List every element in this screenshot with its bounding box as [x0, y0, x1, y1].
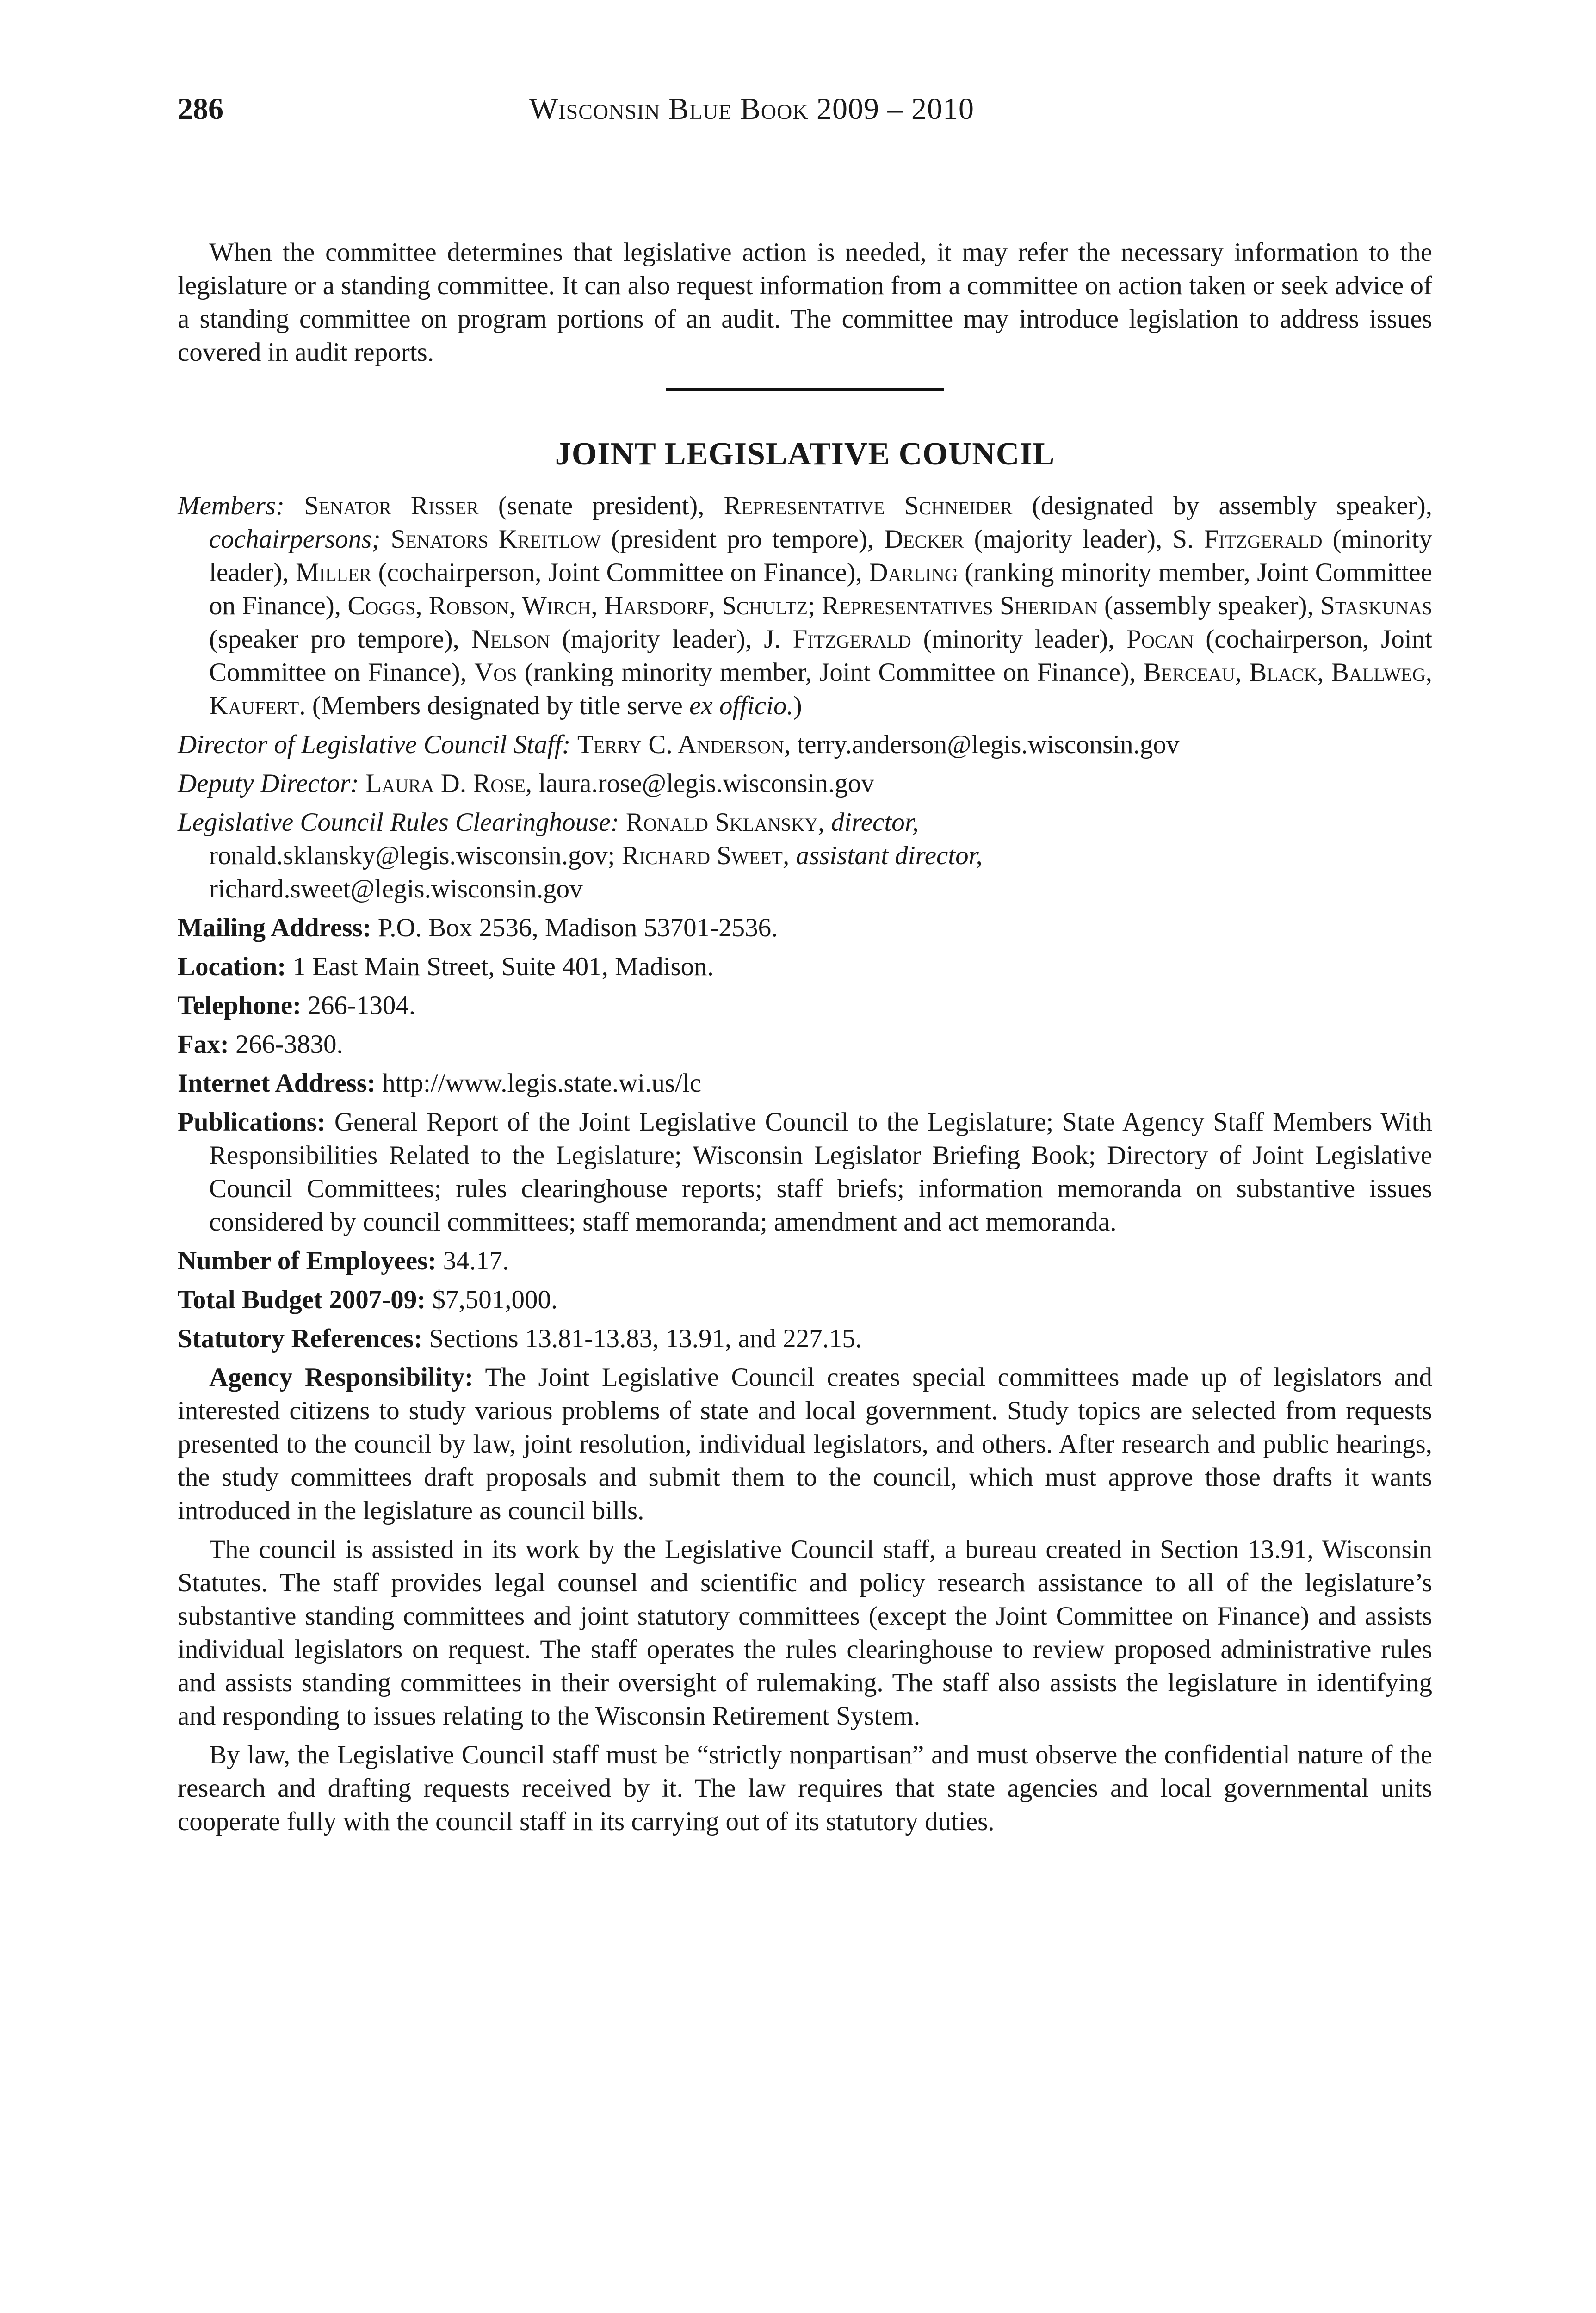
deputy-director-entry [178, 767, 1432, 800]
member-role [815, 591, 822, 620]
fax-value: 266-3830. [235, 1030, 343, 1059]
member-role: (assembly speaker), [1097, 591, 1321, 620]
director-email: , terry.anderson@legis.wisconsin.gov [784, 730, 1180, 759]
clearinghouse-assistant-name: Richard Sweet [621, 841, 783, 870]
member-name: Nelson [471, 625, 550, 654]
member-name: Decker [884, 525, 964, 554]
deputy-director-label: Deputy Director: [178, 769, 359, 798]
council-staff-paragraph: The council is assisted in its work by the Legislative Council staff, a bureau created in Section 13.91, Wisconsin Statutes. The staff provides legal counsel and scientific and policy research assistance to all of the legislature’s substantive standing committees and joint statutory committees (except the Joint Committee on Finance) and assists individual legislators on request. The staff operates the rules clearinghouse to review proposed administrative rules and assists standing committees in their oversight of rulemaking. The staff also assists the legislature in identifying and responding to issues relating to the Wisconsin Retirement System. [178, 1535, 1432, 1731]
member-name: Staskunas [1320, 591, 1432, 620]
member-role: (cochairperson, Joint Committee on Finance), [209, 625, 1432, 687]
nonpartisan-paragraph: By law, the Legislative Council staff must be “strictly nonpartisan” and must observe the confidential nature of the research and drafting requests received by it. The law requires that state agencies and local governmental units cooperate fully with the council staff in its carrying out of its statutory duties. [178, 1740, 1432, 1836]
member-role: . (Members designated by title serve [299, 691, 690, 720]
clearinghouse-assistant-email: richard.sweet@legis.wisconsin.gov [209, 874, 583, 903]
member-name: Pocan [1126, 625, 1194, 654]
telephone-value: 266-1304. [308, 991, 416, 1020]
budget-entry [178, 1283, 1432, 1317]
internet-address-entry [178, 1067, 1432, 1100]
member-role: cochairpersons; [209, 525, 381, 554]
agency-responsibility-label: Agency Responsibility: [209, 1363, 474, 1392]
clearinghouse-director-email: ronald.sklansky@legis.wisconsin.gov; [209, 841, 622, 870]
fax-label: Fax: [178, 1030, 229, 1059]
document-page [178, 93, 1432, 1844]
member-role: (designated by assembly speaker), [1012, 491, 1432, 520]
statutory-references-label: Statutory References: [178, 1324, 423, 1353]
clearinghouse-assistant-title: , assistant director, [782, 841, 983, 870]
page-number: 286 [178, 92, 223, 126]
statutory-references-value: Sections 13.81-13.83, 13.91, and 227.15. [429, 1324, 862, 1353]
clearinghouse-label: Legislative Council Rules Clearinghouse: [178, 808, 619, 837]
agency-responsibility-paragraph [178, 1361, 1432, 1528]
member-role: (majority leader), [550, 625, 764, 654]
member-name: Miller [296, 558, 372, 587]
deputy-director-name: Laura D. Rose [365, 769, 526, 798]
member-role: ex officio. [689, 691, 793, 720]
section-divider [666, 388, 944, 391]
member-name: Darling [869, 558, 958, 587]
member-name: Vos [474, 658, 517, 687]
member-role: (minority leader), [209, 525, 1432, 587]
internet-address-value: http://www.legis.state.wi.us/lc [382, 1069, 702, 1098]
member-name: Representatives Sheridan [822, 591, 1098, 620]
clearinghouse-entry [178, 806, 1432, 906]
member-role: (senate president), [478, 491, 724, 520]
employees-entry [178, 1244, 1432, 1278]
statutory-references-entry [178, 1322, 1432, 1355]
member-name: J. Fitzgerald [764, 625, 911, 654]
publications-label: Publications: [178, 1107, 326, 1137]
director-name: Terry C. Anderson [577, 730, 784, 759]
members-label: Members: [178, 491, 285, 520]
location-value: 1 East Main Street, Suite 401, Madison. [292, 952, 714, 981]
clearinghouse-director-name: Ronald Sklansky [625, 808, 818, 837]
member-role: (majority leader), [964, 525, 1173, 554]
member-role: ) [793, 691, 802, 720]
location-entry [178, 950, 1432, 983]
director-label: Director of Legislative Council Staff: [178, 730, 571, 759]
telephone-entry [178, 989, 1432, 1022]
mailing-address-entry [178, 911, 1432, 945]
member-name: Coggs, Robson, Wirch, Harsdorf, Schultz; [347, 591, 815, 620]
director-entry [178, 728, 1432, 761]
mailing-address-label: Mailing Address: [178, 913, 371, 942]
member-name: S. Fitzgerald [1172, 525, 1323, 554]
member-role: (ranking minority member, Joint Committee on Finance), [209, 558, 1432, 620]
members-entry [178, 489, 1432, 723]
member-name: Senator Risser [304, 491, 479, 520]
member-name: Senators Kreitlow [390, 525, 601, 554]
fax-entry [178, 1028, 1432, 1061]
budget-value: $7,501,000. [432, 1285, 558, 1314]
telephone-label: Telephone: [178, 991, 302, 1020]
member-role: (cochairperson, Joint Committee on Finance), [371, 558, 869, 587]
running-header [178, 93, 1432, 143]
deputy-director-email: , laura.rose@legis.wisconsin.gov [525, 769, 874, 798]
member-role: (speaker pro tempore), [209, 625, 471, 654]
member-name: Berceau, Black, Ballweg, Kaufert [209, 658, 1432, 720]
publications-value: General Report of the Joint Legislative Council to the Legislature; State Agency Staff Members With Responsibilities Related to the Legislature; Wisconsin Legislator Briefing Book; Directory of Joint Legislative Council Committees; rules clearinghouse reports; staff briefs; information memoranda on substantive issues considered by council committees; staff memoranda; amendment and act memoranda. [209, 1107, 1433, 1237]
member-role [380, 525, 390, 554]
member-role: (minority leader), [911, 625, 1127, 654]
internet-address-label: Internet Address: [178, 1069, 376, 1098]
budget-label: Total Budget 2007-09: [178, 1285, 426, 1314]
book-title: Wisconsin Blue Book 2009 – 2010 [529, 92, 975, 126]
intro-paragraph: When the committee determines that legislative action is needed, it may refer the necessary information to the legislature or a standing committee. It can also request information from a committee on action taken or seek advice of a standing committee on program portions of an audit. The committee may introduce legislation to address issues covered in audit reports. [178, 238, 1432, 367]
member-name: Representative Schneider [724, 491, 1013, 520]
member-role: (ranking minority member, Joint Committee on Finance), [517, 658, 1144, 687]
member-role: (president pro tempore), [600, 525, 885, 554]
publications-entry [178, 1106, 1432, 1239]
mailing-address-value: P.O. Box 2536, Madison 53701-2536. [377, 913, 778, 942]
clearinghouse-director-title: , director, [817, 808, 919, 837]
location-label: Location: [178, 952, 286, 981]
employees-label: Number of Employees: [178, 1246, 437, 1275]
section-title: JOINT LEGISLATIVE COUNCIL [555, 436, 1055, 472]
agency-responsibility-text: The Joint Legislative Council creates special committees made up of legislators and interested citizens to study various problems of state and local government. Study topics are selected from requests presented to the council by law, joint resolution, individual legislators, and others. After research and public hearings, the study committees draft proposals and submit them to the council, which must approve those drafts it wants introduced in the legislature as council bills. [178, 1363, 1432, 1525]
employees-value: 34.17. [443, 1246, 509, 1275]
